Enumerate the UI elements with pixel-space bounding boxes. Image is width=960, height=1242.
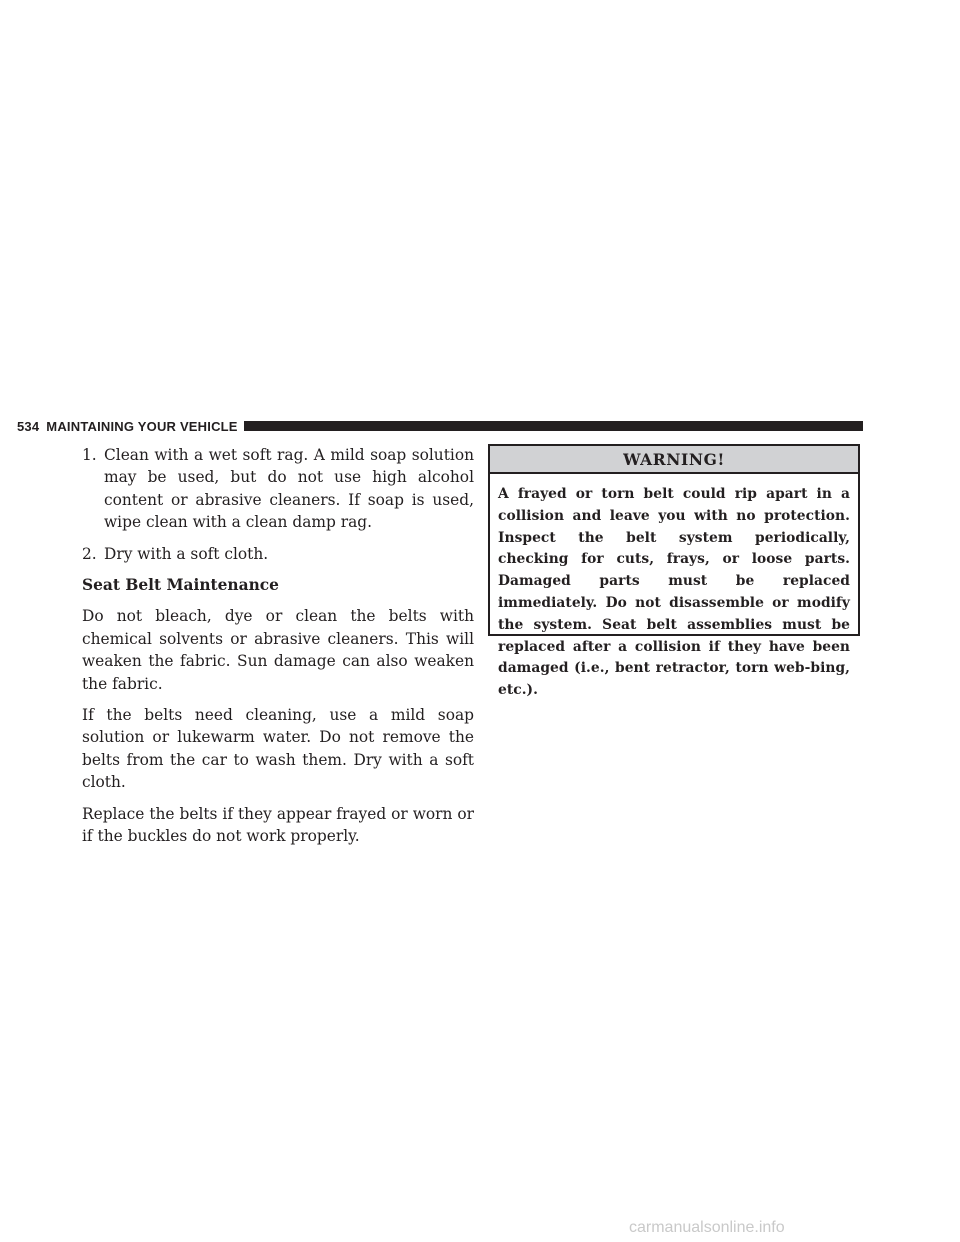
body-paragraph: If the belts need cleaning, use a mild soap solution or lukewarm water. Do not remove the belts from the car to wash them. Dry with a soft cloth. bbox=[82, 706, 474, 792]
body-paragraph: Replace the belts if they appear frayed or worn or if the buckles do not work properly. bbox=[82, 804, 474, 846]
header-rule bbox=[244, 421, 863, 431]
step-number: 2. bbox=[82, 544, 97, 563]
watermark: carmanualsonline.info bbox=[629, 1219, 785, 1236]
step-text: Dry with a soft cloth. bbox=[104, 544, 269, 563]
step-text: Clean with a wet soft rag. A mild soap solution may be used, but do not use high alcohol content or abrasive cleaners. If soap is used, wipe clean with a clean damp rag. bbox=[104, 446, 474, 532]
section-subheading: Seat Belt Maintenance bbox=[82, 576, 279, 595]
body-paragraph: Do not bleach, dye or clean the belts with chemical solvents or abrasive cleaners. This will weaken the fabric. Sun damage can also weaken the fabric. bbox=[82, 607, 474, 693]
step-item bbox=[82, 543, 474, 565]
left-column bbox=[82, 444, 474, 857]
section-title: MAINTAINING YOUR VEHICLE bbox=[46, 418, 238, 434]
step-number: 1. bbox=[82, 446, 97, 464]
warning-body: A frayed or torn belt could rip apart in a collision and leave you with no protection. Inspect the belt system periodically, checking for cuts, frays, or loose parts. Damaged parts must be replaced immediately. Do not disassemble or modify the system. Seat belt assemblies must be replaced after a collision if they have been damaged (i.e., bent retractor, torn web-bing, etc.). bbox=[498, 486, 850, 699]
warning-box bbox=[488, 444, 860, 699]
page-header bbox=[17, 417, 863, 435]
page-number: 534 bbox=[17, 418, 40, 434]
step-item bbox=[82, 444, 474, 534]
warning-title: WARNING! bbox=[490, 446, 858, 474]
header-text bbox=[17, 419, 238, 434]
